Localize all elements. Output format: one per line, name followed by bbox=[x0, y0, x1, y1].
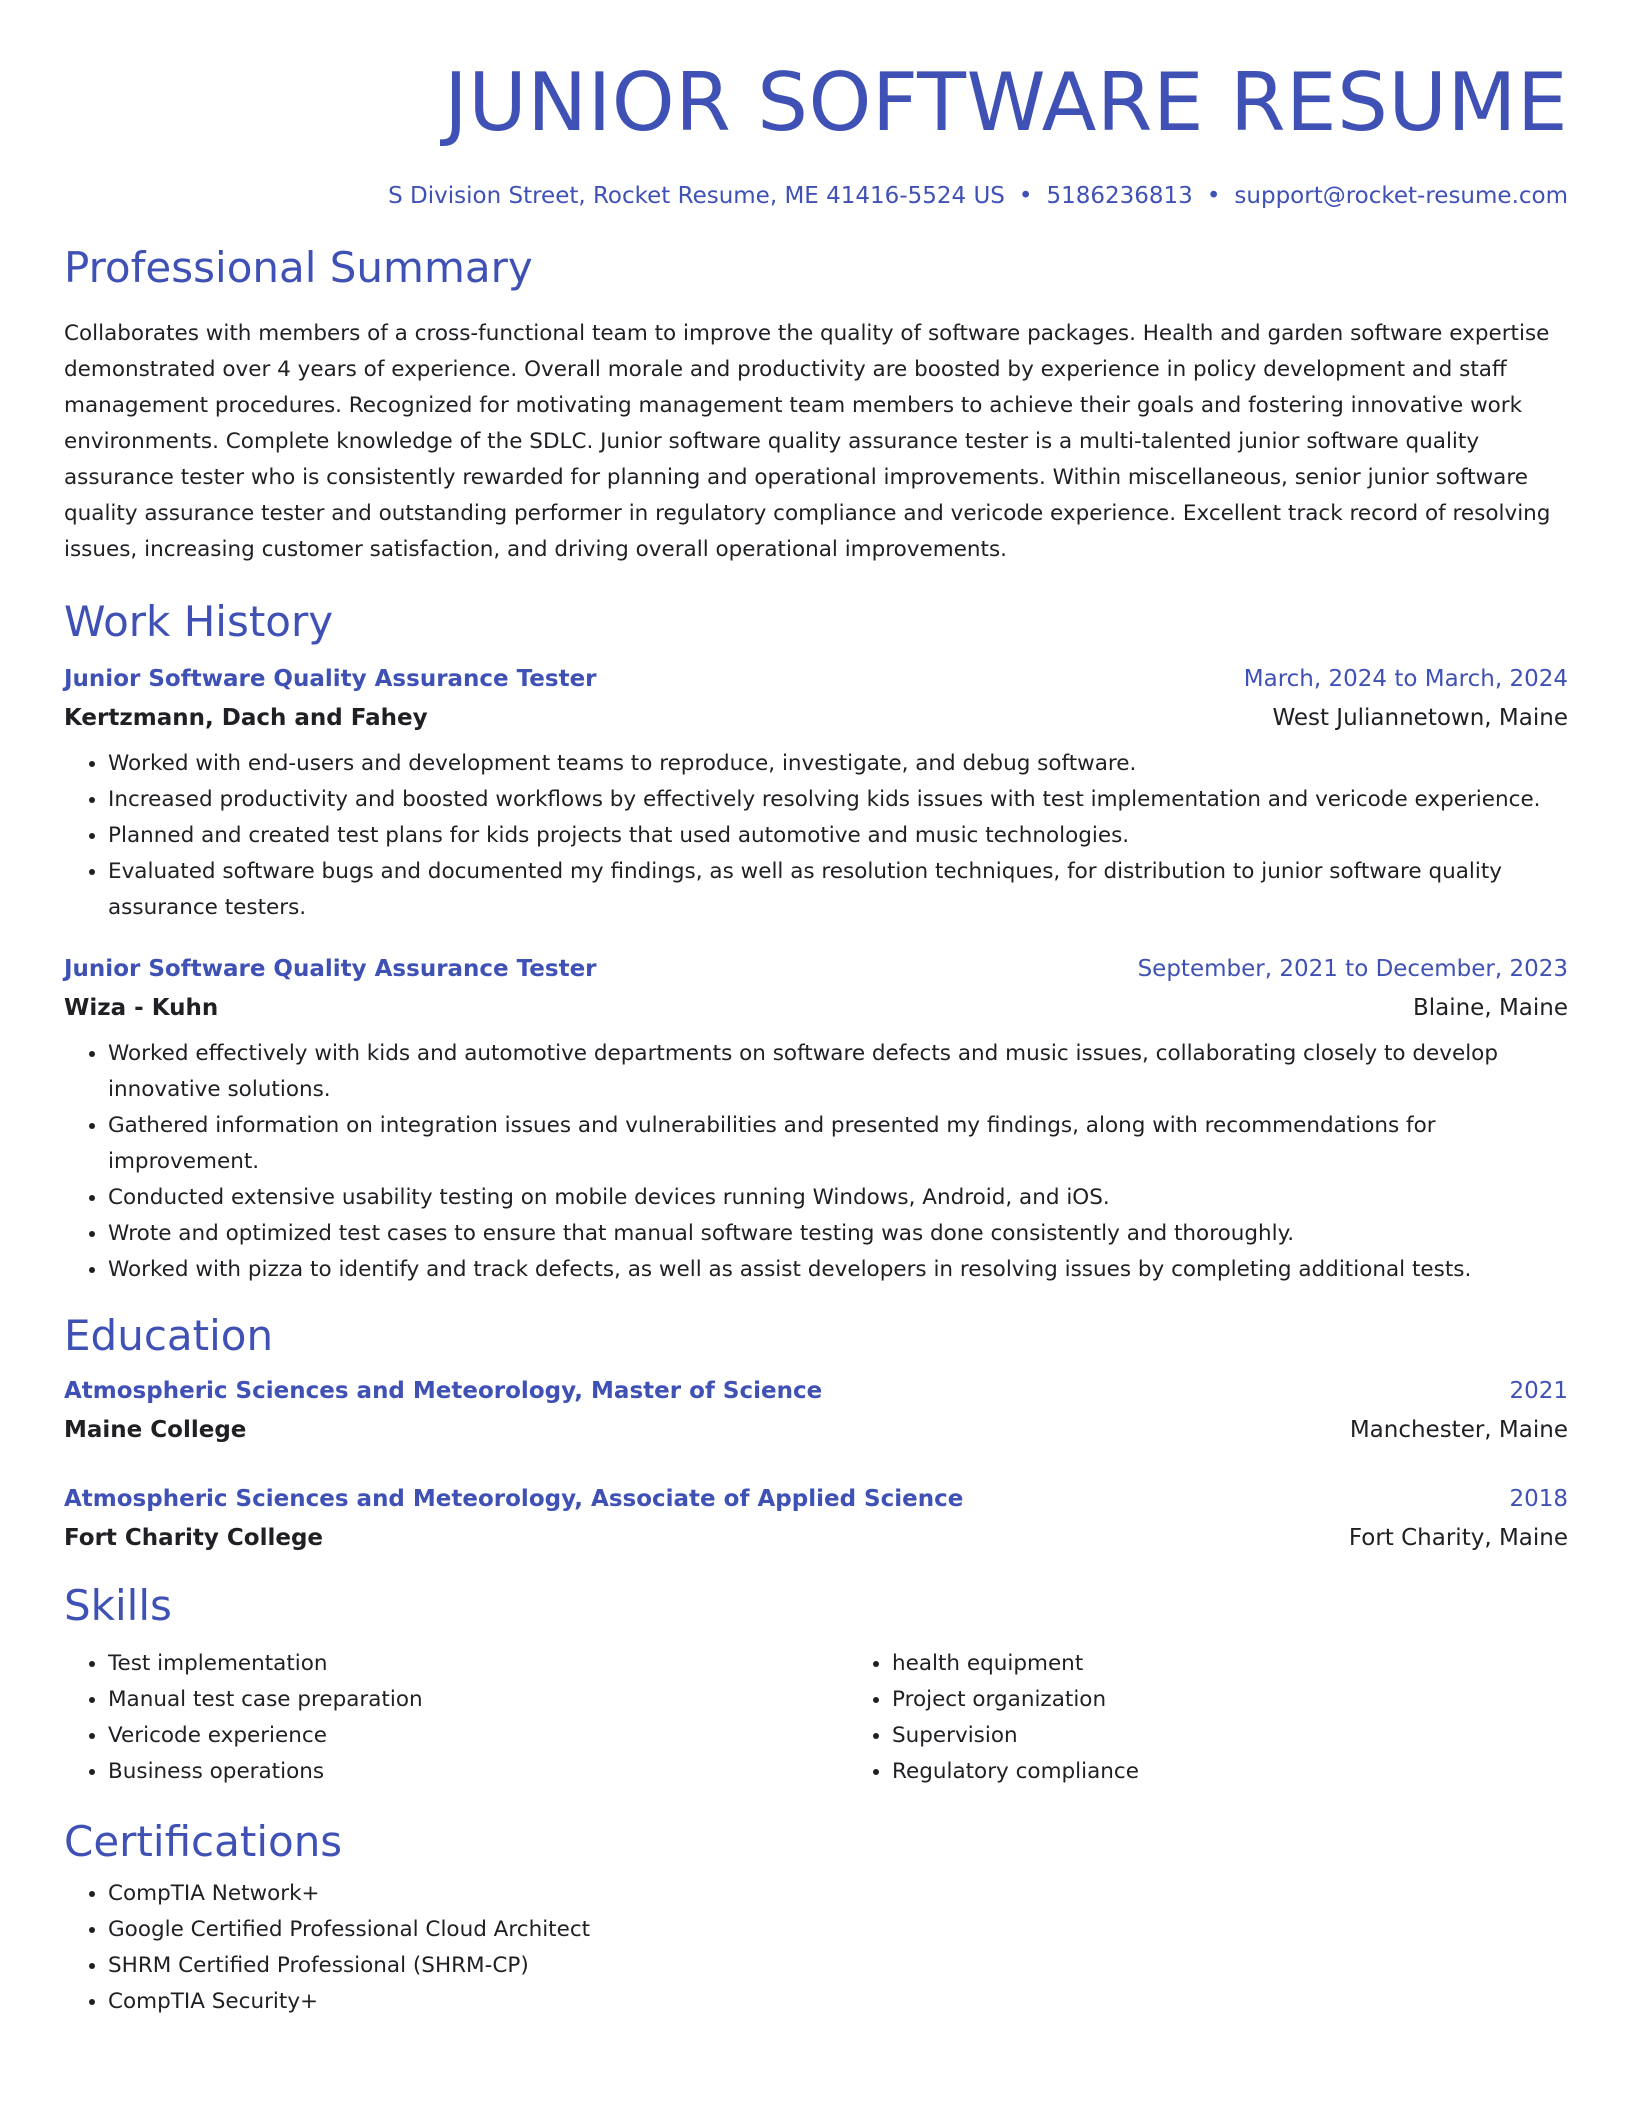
list-item: • Worked effectively with kids and automotive departments on software defects and music issues, collaborating closely to develop innovative solutions. bbox=[108, 1036, 1568, 1108]
job-bullets bbox=[64, 1036, 1568, 1288]
job-location: Blaine, Maine bbox=[1412, 995, 1568, 1021]
education-degree: Atmospheric Sciences and Meteorology, Associate of Applied Science bbox=[64, 1486, 964, 1512]
education-location: Fort Charity, Maine bbox=[1348, 1525, 1568, 1551]
list-item: • Wrote and optimized test cases to ensure that manual software testing was done consistently and thoroughly. bbox=[108, 1216, 1568, 1252]
job-company: Wiza - Kuhn bbox=[64, 995, 219, 1021]
job-company-row bbox=[64, 698, 1568, 738]
contact-email: support@rocket-resume.com bbox=[1234, 183, 1568, 209]
skill-item: • Project organization bbox=[892, 1682, 1632, 1718]
education-school-row bbox=[64, 1410, 1568, 1450]
education-school: Fort Charity College bbox=[64, 1525, 324, 1551]
certification-item: • CompTIA Security+ bbox=[108, 1984, 1568, 2020]
skill-item: • Business operations bbox=[108, 1754, 848, 1790]
job-entry bbox=[64, 660, 1568, 926]
list-item: • Conducted extensive usability testing on mobile devices running Windows, Android, and iOS. bbox=[108, 1180, 1568, 1216]
contact-address: S Division Street, Rocket Resume, ME 41416-5524 US bbox=[388, 183, 1005, 209]
skill-item: • Manual test case preparation bbox=[108, 1682, 848, 1718]
job-dates: September, 2021 to December, 2023 bbox=[1137, 956, 1568, 982]
job-company-row bbox=[64, 988, 1568, 1028]
job-dates: March, 2024 to March, 2024 bbox=[1243, 666, 1568, 692]
resume-name: JUNIOR SOFTWARE RESUME bbox=[444, 56, 1568, 149]
list-item: • Worked with pizza to identify and track defects, as well as assist developers in resolving issues by completing additional tests. bbox=[108, 1252, 1568, 1288]
list-item: • Worked with end-users and development teams to reproduce, investigate, and debug software. bbox=[108, 746, 1568, 782]
education-year: 2018 bbox=[1509, 1486, 1568, 1512]
contact-line bbox=[64, 180, 1568, 212]
skill-item: • Test implementation bbox=[108, 1646, 848, 1682]
job-location: West Juliannetown, Maine bbox=[1272, 705, 1568, 731]
education-degree-row bbox=[64, 1372, 1568, 1410]
education-entry bbox=[64, 1372, 1568, 1450]
certification-item: • SHRM Certified Professional (SHRM-CP) bbox=[108, 1948, 1568, 1984]
education-heading: Education bbox=[64, 1311, 274, 1360]
skill-item: • health equipment bbox=[892, 1646, 1632, 1682]
job-role: Junior Software Quality Assurance Tester bbox=[64, 666, 597, 692]
education-year: 2021 bbox=[1509, 1378, 1568, 1404]
work-history-heading: Work History bbox=[64, 597, 334, 646]
education-location: Manchester, Maine bbox=[1349, 1417, 1568, 1443]
contact-phone: 5186236813 bbox=[1046, 183, 1193, 209]
certification-item: • CompTIA Network+ bbox=[108, 1876, 1568, 1912]
list-item: • Increased productivity and boosted workflows by effectively resolving kids issues with test implementation and vericode experience. bbox=[108, 782, 1568, 818]
skills-list-left bbox=[64, 1646, 848, 1790]
job-entry bbox=[64, 950, 1568, 1288]
skill-item: • Regulatory compliance bbox=[892, 1754, 1632, 1790]
job-bullets bbox=[64, 746, 1568, 926]
skill-item: • Vericode experience bbox=[108, 1718, 848, 1754]
job-company: Kertzmann, Dach and Fahey bbox=[64, 705, 428, 731]
certifications-list bbox=[64, 1876, 1568, 2020]
contact-separator: • bbox=[1206, 183, 1221, 209]
contact-separator: • bbox=[1018, 183, 1033, 209]
job-title-row bbox=[64, 950, 1568, 988]
certification-item: • Google Certified Professional Cloud Architect bbox=[108, 1912, 1568, 1948]
education-school: Maine College bbox=[64, 1417, 247, 1443]
summary-heading: Professional Summary bbox=[64, 243, 533, 292]
job-title-row bbox=[64, 660, 1568, 698]
resume-header bbox=[64, 48, 1568, 212]
education-degree-row bbox=[64, 1480, 1568, 1518]
list-item: • Planned and created test plans for kids projects that used automotive and music technologies. bbox=[108, 818, 1568, 854]
summary-text: Collaborates with members of a cross-functional team to improve the quality of software packages. Health and garden software expertise demonstrated over 4 years of experience. Overall morale and productivity are boosted by experience in policy development and staff management procedures. Recognized for motivating management team members to achieve their goals and fostering innovative work environments. Complete knowledge of the SDLC. Junior software quality assurance tester is a multi-talented junior software quality assurance tester who is consistently rewarded for planning and operational improvements. Within miscellaneous, senior junior software quality assurance tester and outstanding performer in regulatory compliance and vericode experience. Excellent track record of resolving issues, increasing customer satisfaction, and driving overall operational improvements. bbox=[64, 321, 1551, 562]
job-role: Junior Software Quality Assurance Tester bbox=[64, 956, 597, 982]
skills-heading: Skills bbox=[64, 1581, 172, 1630]
education-degree: Atmospheric Sciences and Meteorology, Master of Science bbox=[64, 1378, 823, 1404]
list-item: • Gathered information on integration issues and vulnerabilities and presented my findings, along with recommendations for improvement. bbox=[108, 1108, 1568, 1180]
education-school-row bbox=[64, 1518, 1568, 1558]
list-item: • Evaluated software bugs and documented my findings, as well as resolution techniques, for distribution to junior software quality assurance testers. bbox=[108, 854, 1568, 926]
certifications-heading: Certifications bbox=[64, 1817, 343, 1866]
skill-item: • Supervision bbox=[892, 1718, 1632, 1754]
skills-grid bbox=[64, 1638, 1568, 1790]
skills-list-right bbox=[848, 1646, 1632, 1790]
education-entry bbox=[64, 1480, 1568, 1558]
